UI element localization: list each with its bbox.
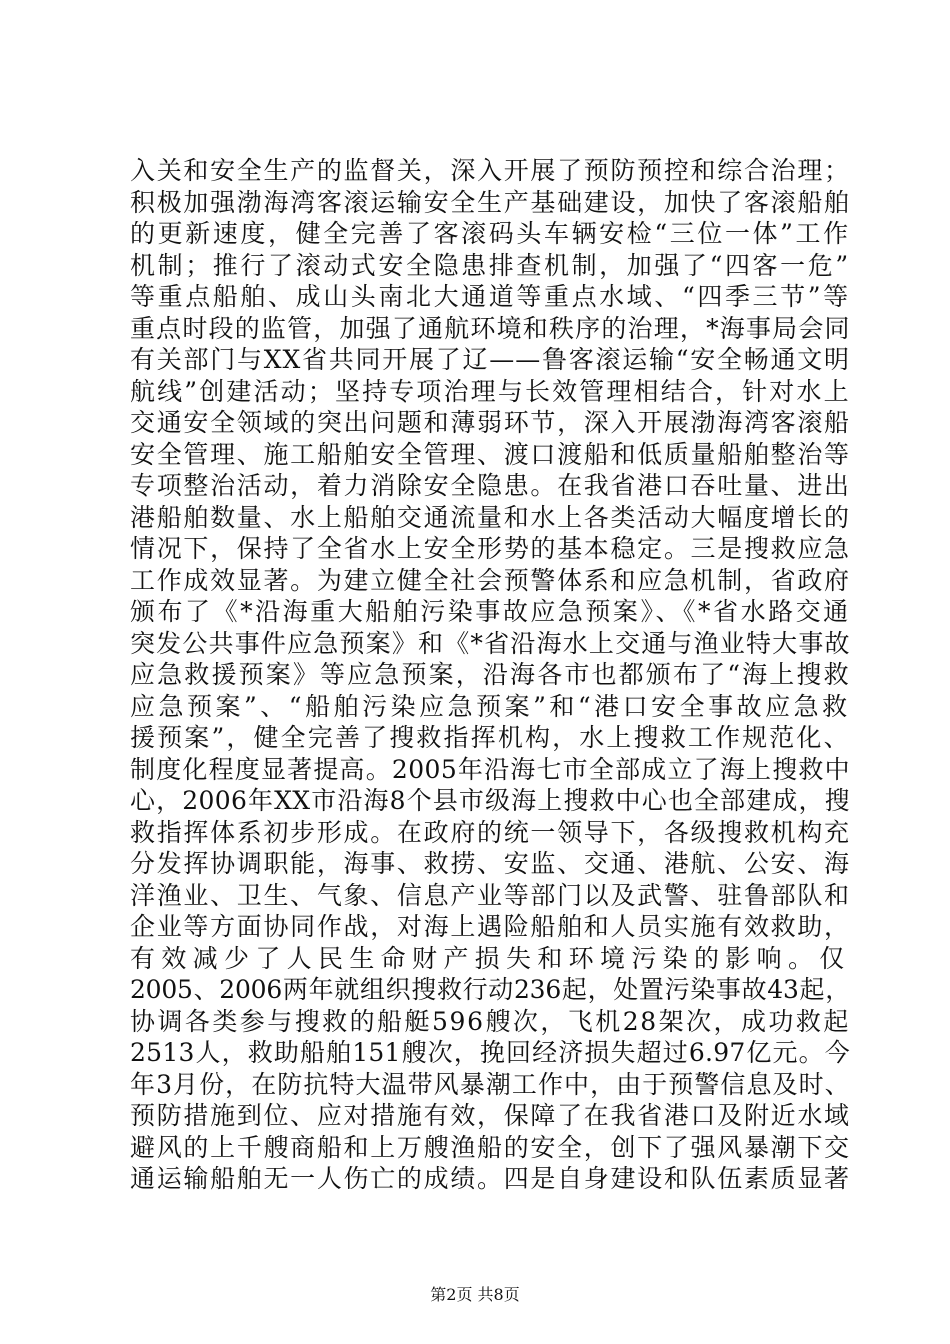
text-line: 航线”创建活动；坚持专项治理与长效管理相结合，针对水上 — [130, 376, 850, 406]
text-line: 交通安全领域的突出问题和薄弱环节，深入开展渤海湾客滚船 — [130, 408, 850, 437]
text-line: 港船舶数量、水上船舶交通流量和水上各类活动大幅度增长的 — [130, 502, 850, 532]
text-line: 应急救援预案》等应急预案，沿海各市也都颁布了“海上搜救 — [130, 660, 850, 689]
text-line: 专项整治活动，着力消除安全隐患。在我省港口吞吐量、进出 — [130, 471, 850, 500]
text-line: 有关部门与XX省共同开展了辽——鲁客滚运输“安全畅通文明 — [130, 345, 850, 374]
text-line: 协调各类参与搜救的船艇596艘次，飞机28架次，成功救起 — [130, 1006, 850, 1036]
text-line: 避风的上千艘商船和上万艘渔船的安全，创下了强风暴潮下交 — [130, 1132, 850, 1162]
text-line: 工作成效显著。为建立健全社会预警体系和应急机制，省政府 — [130, 565, 850, 595]
text-line: 心，2006年XX市沿海8个县市级海上搜救中心也全部建成，搜 — [130, 786, 850, 815]
text-line: 应急预案”、“船舶污染应急预案”和“港口安全事故应急救 — [130, 691, 850, 721]
text-line: 通运输船舶无一人伤亡的成绩。四是自身建设和队伍素质显著 — [130, 1164, 850, 1193]
text-line: 年3月份，在防抗特大温带风暴潮工作中，由于预警信息及时、 — [130, 1069, 850, 1099]
text-line: 有效减少了人民生命财产损失和环境污染的影响。仅 — [130, 943, 850, 973]
text-line: 洋渔业、卫生、气象、信息产业等部门以及武警、驻鲁部队和 — [130, 880, 850, 910]
text-line: 的更新速度，健全完善了客滚码头车辆安检“三位一体”工作 — [130, 219, 850, 248]
text-line: 机制；推行了滚动式安全隐患排查机制，加强了“四客一危” — [130, 250, 850, 280]
page-footer: 第2页 共8页 — [430, 1285, 520, 1304]
text-line: 等重点船舶、成山头南北大通道等重点水域、“四季三节”等 — [130, 282, 850, 311]
body-text — [130, 155, 850, 1195]
text-line: 援预案”，健全完善了搜救指挥机构，水上搜救工作规范化、 — [130, 723, 850, 752]
text-line: 2513人，救助船舶151艘次，挽回经济损失超过6.97亿元。今 — [130, 1038, 850, 1067]
text-line: 企业等方面协同作战，对海上遇险船舶和人员实施有效救助， — [130, 912, 850, 941]
text-line: 制度化程度显著提高。2005年沿海七市全部成立了海上搜救中 — [130, 754, 850, 784]
text-line: 突发公共事件应急预案》和《*省沿海水上交通与渔业特大事故 — [130, 628, 850, 658]
text-line: 颁布了《*沿海重大船舶污染事故应急预案》、《*省水路交通 — [130, 597, 850, 626]
text-line: 预防措施到位、应对措施有效，保障了在我省港口及附近水域 — [130, 1101, 850, 1130]
text-line: 入关和安全生产的监督关，深入开展了预防预控和综合治理； — [130, 156, 850, 185]
text-line: 分发挥协调职能，海事、救捞、安监、交通、港航、公安、海 — [130, 849, 850, 878]
text-line: 重点时段的监管，加强了通航环境和秩序的治理，*海事局会同 — [130, 313, 850, 343]
text-line: 安全管理、施工船舶安全管理、渡口渡船和低质量船舶整治等 — [130, 439, 850, 469]
text-line: 2005、2006两年就组织搜救行动236起，处置污染事故43起， — [130, 975, 850, 1004]
text-line: 救指挥体系初步形成。在政府的统一领导下，各级搜救机构充 — [130, 817, 850, 847]
text-line: 情况下，保持了全省水上安全形势的基本稳定。三是搜救应急 — [130, 534, 850, 563]
text-line: 积极加强渤海湾客滚运输安全生产基础建设，加快了客滚船舶 — [130, 187, 850, 217]
